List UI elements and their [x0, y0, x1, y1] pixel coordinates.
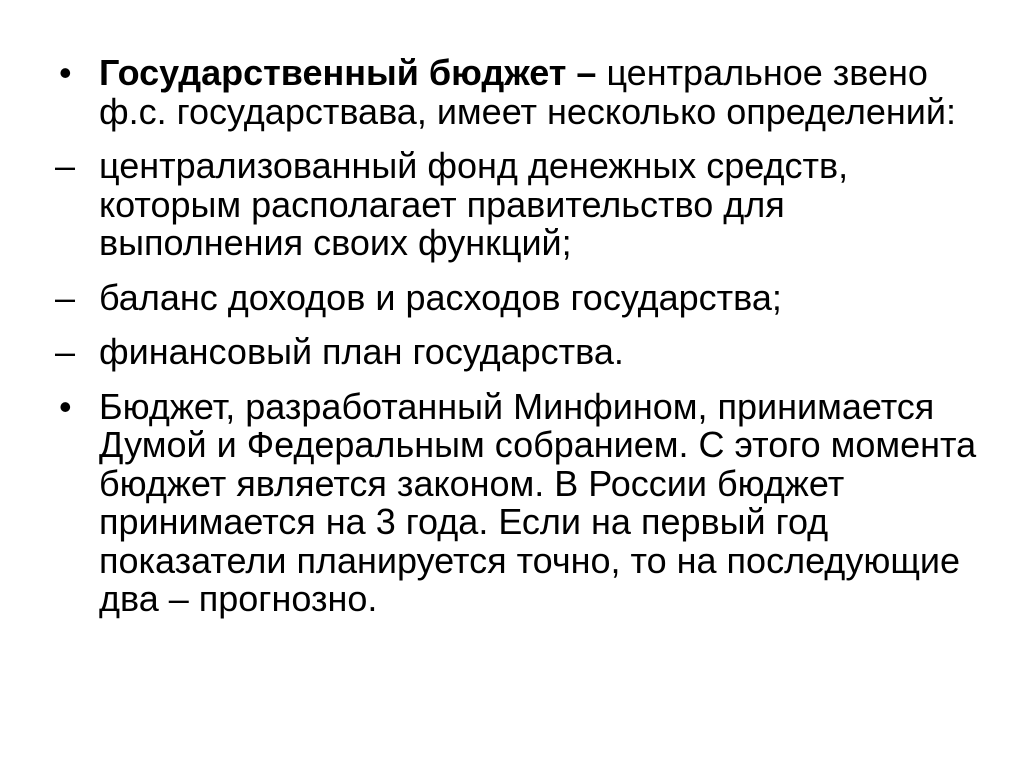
dash-marker: – — [55, 331, 76, 372]
dash-item-financial-plan — [55, 333, 985, 372]
bullet-item-budget-adoption — [55, 385, 985, 619]
dash-marker: – — [55, 145, 76, 186]
dash-marker: – — [55, 276, 76, 318]
dash-text: централизованный фонд денежных средств, которым располагает правительство для выполнения своих функций; — [99, 145, 849, 263]
bold-term: Государственный бюджет – — [99, 52, 597, 93]
bullet-text: центральное звено ф.с. государствава, имеет несколько определений: — [99, 52, 956, 132]
bullet-text: Бюджет, разработанный Минфином, принимается Думой и Федеральным собранием. С этого момента бюджет является законом. В России бюджет принимается на 3 года. Если на первый год показатели планируется точно, то на последующие два – прогнозно. — [99, 385, 977, 619]
bullet-item-budget-definition — [55, 54, 985, 131]
bullet-marker: • — [59, 52, 72, 93]
dash-text: финансовый план государства. — [99, 331, 624, 372]
slide-body — [55, 54, 985, 619]
dash-item-centralized-fund — [55, 147, 985, 263]
bullet-marker: • — [59, 385, 72, 427]
dash-text: баланс доходов и расходов государства; — [99, 276, 782, 318]
dash-item-balance — [55, 276, 985, 318]
